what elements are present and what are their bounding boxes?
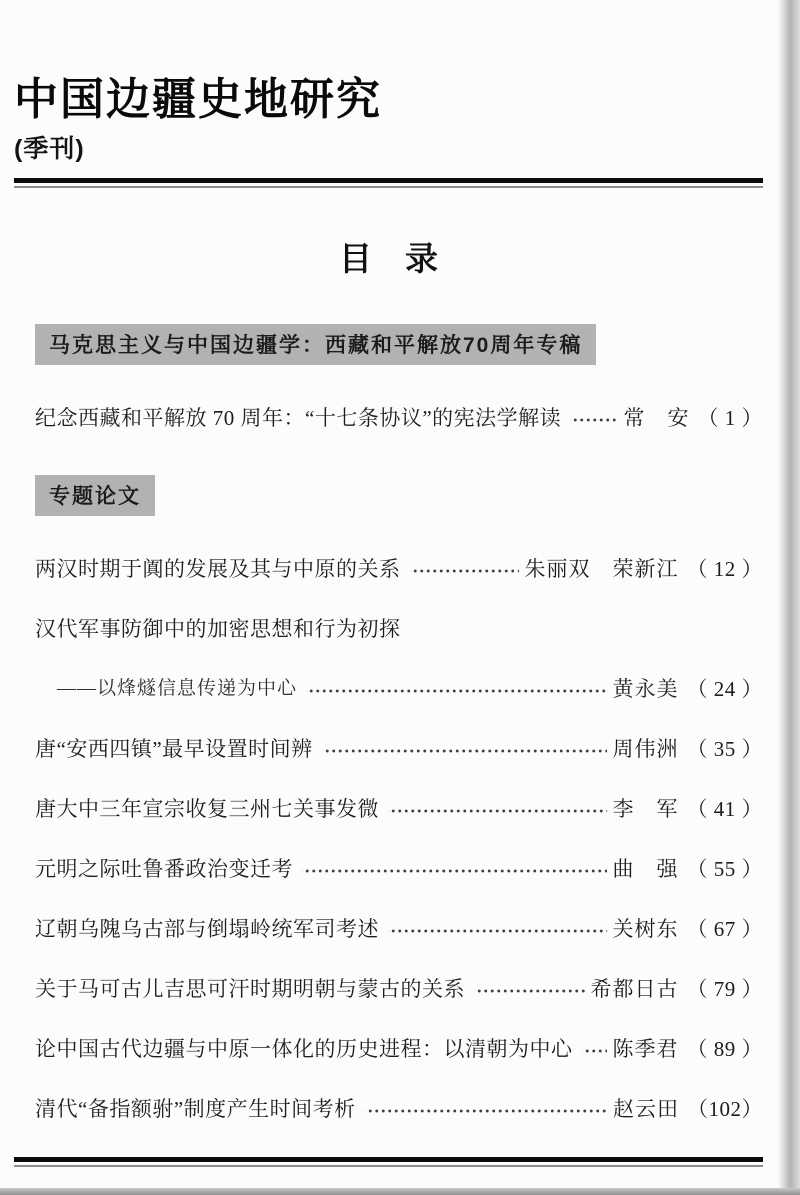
- article-authors: 赵云田: [613, 1096, 679, 1121]
- toc-entry: [35, 405, 763, 431]
- article-title: 辽朝乌隗乌古部与倒塌岭统军司考述: [35, 916, 379, 941]
- page-edge-shadow-right: [778, 0, 800, 1195]
- article-title: 论中国古代边疆与中原一体化的历史进程：以清朝为中心: [35, 1036, 573, 1061]
- article-title: 纪念西藏和平解放 70 周年：“十七条协议”的宪法学解读: [35, 405, 562, 430]
- top-rule-thick: [14, 178, 763, 183]
- article-page-number: （ 35 ）: [686, 736, 763, 761]
- article-page-number: （ 79 ）: [686, 976, 763, 1001]
- dot-leader: [388, 807, 607, 815]
- toc-entry: [35, 736, 763, 762]
- toc-entry: [35, 856, 763, 882]
- article-page-number: （ 55 ）: [686, 856, 763, 881]
- article-page-number: （ 24 ）: [686, 676, 763, 701]
- article-title: 关于马可古儿吉思可汗时期明朝与蒙古的关系: [35, 976, 465, 1001]
- article-page-number: （ 89 ）: [686, 1036, 763, 1061]
- article-page-number: （ 67 ）: [686, 916, 763, 941]
- article-authors: 李 军: [612, 796, 679, 821]
- article-title: 元明之际吐鲁番政治变迁考: [35, 856, 293, 881]
- toc-heading: 目 录: [339, 239, 438, 277]
- toc-entry: [35, 796, 763, 822]
- top-double-rule: [14, 178, 763, 188]
- section-entries-special: [35, 405, 763, 431]
- article-authors: 陈季君: [612, 1036, 679, 1061]
- bottom-rule-thin: [14, 1165, 763, 1167]
- article-title: 两汉时期于阗的发展及其与中原的关系: [35, 556, 401, 581]
- article-page-number: （ 12 ）: [686, 556, 763, 581]
- top-rule-thin: [14, 186, 763, 188]
- section-header-topic-papers: 专题论文: [35, 475, 155, 516]
- article-authors: 常 安: [623, 405, 690, 430]
- toc-entry: [35, 1036, 763, 1062]
- article-authors: 关树东: [612, 916, 679, 941]
- section-header-marxism-special: 马克思主义与中国边疆学：西藏和平解放70周年专稿: [35, 324, 596, 365]
- toc-entry: [35, 556, 763, 582]
- toc-entry: [35, 916, 763, 942]
- article-title: 汉代军事防御中的加密思想和行为初探: [35, 616, 401, 641]
- article-authors: 周伟洲: [612, 736, 679, 761]
- toc-entry: [35, 1096, 763, 1122]
- dot-leader: [302, 867, 607, 875]
- journal-title: 中国边疆史地研究: [14, 75, 382, 124]
- dot-leader: [365, 1107, 607, 1115]
- toc-entry: [35, 976, 763, 1002]
- article-authors: 朱丽双 荣新江: [524, 556, 679, 581]
- dot-leader: [410, 567, 519, 575]
- dot-leader: [582, 1047, 607, 1055]
- article-authors: 黄永美: [612, 676, 679, 701]
- article-subtitle: ——以烽燧信息传递为中心: [57, 677, 298, 699]
- article-authors: 曲 强: [612, 856, 679, 881]
- dot-leader: [474, 987, 585, 995]
- article-page-number: （102）: [687, 1096, 763, 1121]
- article-authors: 希都日古: [590, 976, 679, 1001]
- bottom-double-rule: [14, 1157, 763, 1167]
- page-edge-shadow-bottom: [0, 1188, 800, 1195]
- dot-leader: [388, 927, 607, 935]
- article-title: 清代“备指额驸”制度产生时间考析: [35, 1096, 356, 1121]
- bottom-rule-thick: [14, 1157, 763, 1162]
- article-page-number: （ 41 ）: [686, 796, 763, 821]
- dot-leader: [570, 416, 617, 424]
- section-entries-papers: [35, 556, 763, 1122]
- journal-subtitle: (季刊): [14, 134, 85, 163]
- article-title: 唐“安西四镇”最早设置时间辨: [35, 736, 313, 761]
- article-page-number: （ 1 ）: [697, 405, 763, 430]
- dot-leader: [322, 747, 607, 755]
- toc-entry-subtitle: [35, 676, 763, 702]
- article-title: 唐大中三年宣宗收复三州七关事发微: [35, 796, 379, 821]
- dot-leader: [306, 687, 606, 695]
